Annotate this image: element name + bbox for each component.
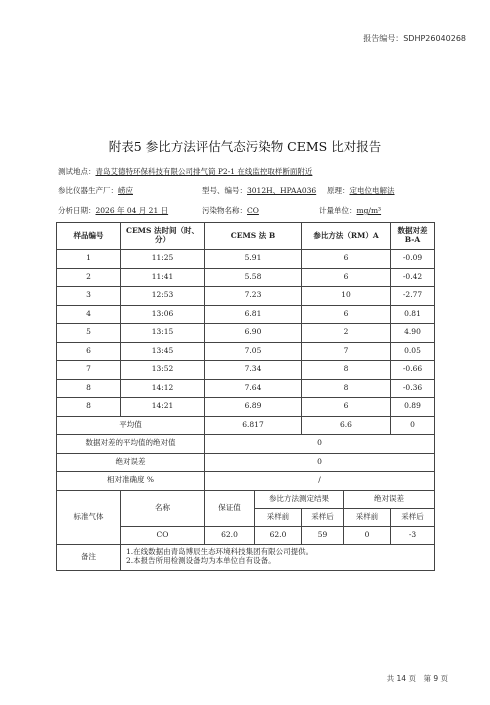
abs-avg-diff-value: 0 [205, 435, 435, 454]
cell-diff: -2.77 [391, 287, 435, 306]
table-row [57, 398, 435, 417]
cell-cems-b: 7.23 [205, 287, 302, 306]
cell-sample-no: 5 [57, 324, 121, 343]
comparison-table [56, 222, 435, 571]
note-line-2: 2.本报告所用检测设备均为本单位自有设备。 [126, 556, 276, 565]
cell-sample-no: 8 [57, 398, 121, 417]
cell-sample-no: 3 [57, 287, 121, 306]
relative-accuracy-row [57, 472, 435, 491]
gas-cert-header: 保证值 [205, 490, 255, 526]
note-label: 备注 [57, 544, 121, 570]
err-after-header: 采样后 [391, 508, 435, 526]
pollutant [202, 205, 259, 216]
err-before-header: 采样前 [344, 508, 391, 526]
cell-cems-time: 13:06 [121, 305, 205, 324]
gas-name: CO [121, 526, 205, 544]
cell-sample-no: 1 [57, 250, 121, 269]
table-row [57, 379, 435, 398]
cell-diff: 4.90 [391, 324, 435, 343]
cell-diff: -0.36 [391, 379, 435, 398]
cell-diff: 0.05 [391, 342, 435, 361]
note-row [57, 544, 435, 570]
average-b: 6.817 [205, 416, 302, 435]
header-cems-b: CEMS 法 B [205, 223, 302, 250]
test-location-value: 青岛艾德特环保科技有限公司排气筒 P2-1 在线监控取样断面附近 [95, 167, 313, 176]
err-after: -3 [391, 526, 435, 544]
abs-error-value: 0 [205, 453, 435, 472]
average-a: 6.6 [302, 416, 391, 435]
abs-err-header: 绝对误差 [344, 490, 435, 508]
table-row [57, 305, 435, 324]
pollutant-label: 污染物名称： [202, 206, 247, 215]
std-gas-label: 标准气体 [57, 490, 121, 544]
cell-cems-time: 13:45 [121, 342, 205, 361]
std-gas-header-row [57, 490, 435, 508]
report-number: 报告编号：SDHP26040268 [363, 34, 466, 43]
model-label: 型号、编号： [202, 186, 247, 195]
cell-cems-b: 5.58 [205, 268, 302, 287]
abs-avg-diff-row [57, 435, 435, 454]
cell-cems-time: 12:53 [121, 287, 205, 306]
table-row [57, 324, 435, 343]
cell-cems-time: 13:52 [121, 361, 205, 380]
manufacturer [58, 185, 133, 196]
note-line-1: 1.在线数据由青岛博辰生态环境科技集团有限公司提供。 [126, 547, 314, 557]
page-title: 附表5 参比方法评估气态污染物 CEMS 比对报告 [108, 139, 382, 154]
unit [319, 205, 381, 216]
header-sample-no: 样品编号 [57, 223, 121, 250]
cell-diff: 0.81 [391, 305, 435, 324]
cell-rm-a: 10 [302, 287, 391, 306]
average-row [57, 416, 435, 435]
gas-name-header: 名称 [121, 490, 205, 526]
cell-cems-b: 6.90 [205, 324, 302, 343]
cell-cems-b: 6.89 [205, 398, 302, 417]
cell-cems-b: 5.91 [205, 250, 302, 269]
cell-rm-a: 6 [302, 250, 391, 269]
cell-sample-no: 8 [57, 379, 121, 398]
header-rm-a: 参比方法（RM）A [302, 223, 391, 250]
principle-label: 原理： [327, 186, 350, 195]
unit-value: mg/m³ [356, 206, 382, 215]
cell-sample-no: 7 [57, 361, 121, 380]
test-location-label: 测试地点： [58, 167, 96, 176]
cell-rm-a: 6 [302, 268, 391, 287]
table-row [57, 361, 435, 380]
ref-after-header: 采样后 [302, 508, 344, 526]
unit-label: 计量单位： [319, 206, 357, 215]
cell-cems-time: 14:12 [121, 379, 205, 398]
cell-rm-a: 6 [302, 398, 391, 417]
pollutant-value: CO [247, 206, 259, 215]
relative-accuracy-label: 相对准确度 % [57, 472, 205, 491]
err-before: 0 [344, 526, 391, 544]
cell-cems-b: 7.05 [205, 342, 302, 361]
cell-sample-no: 6 [57, 342, 121, 361]
manufacturer-value: 崂应 [118, 186, 133, 195]
cell-cems-time: 11:41 [121, 268, 205, 287]
ref-result-header: 参比方法测定结果 [255, 490, 344, 508]
manufacturer-label: 参比仪器生产厂： [58, 186, 118, 195]
analysis-date [58, 205, 168, 216]
average-diff: 0 [391, 416, 435, 435]
cell-diff: -0.09 [391, 250, 435, 269]
header-diff: 数据对差 B-A [391, 223, 435, 250]
table-row [57, 342, 435, 361]
cell-rm-a: 7 [302, 342, 391, 361]
ref-before-header: 采样前 [255, 508, 302, 526]
ref-before: 62.0 [255, 526, 302, 544]
cell-cems-b: 7.64 [205, 379, 302, 398]
page-footer: 共 14 页 第 9 页 [386, 674, 448, 683]
date-value: 2026 年 04 月 21 日 [95, 206, 169, 215]
table-row [57, 250, 435, 269]
principle-value: 定电位电解法 [349, 186, 395, 195]
cell-sample-no: 2 [57, 268, 121, 287]
cell-rm-a: 8 [302, 361, 391, 380]
test-location [58, 166, 312, 177]
note-content [121, 544, 435, 570]
table-row [57, 287, 435, 306]
header-cems-time: CEMS 法时间（时、分） [121, 223, 205, 250]
cell-rm-a: 2 [302, 324, 391, 343]
cell-cems-time: 13:15 [121, 324, 205, 343]
gas-cert: 62.0 [205, 526, 255, 544]
model [202, 185, 316, 196]
abs-avg-diff-label: 数据对差的平均值的绝对值 [57, 435, 205, 454]
cell-diff: 0.89 [391, 398, 435, 417]
cell-cems-time: 14:21 [121, 398, 205, 417]
cell-cems-b: 6.81 [205, 305, 302, 324]
abs-error-label: 绝对误差 [57, 453, 205, 472]
cell-rm-a: 6 [302, 305, 391, 324]
cell-diff: -0.42 [391, 268, 435, 287]
cell-diff: -0.66 [391, 361, 435, 380]
cell-cems-time: 11:25 [121, 250, 205, 269]
average-label: 平均值 [57, 416, 205, 435]
abs-error-row [57, 453, 435, 472]
date-label: 分析日期： [58, 206, 96, 215]
model-value: 3012H、HPAA036 [247, 186, 317, 195]
cell-rm-a: 8 [302, 379, 391, 398]
cell-sample-no: 4 [57, 305, 121, 324]
cell-cems-b: 7.34 [205, 361, 302, 380]
ref-after: 59 [302, 526, 344, 544]
relative-accuracy-value: / [205, 472, 435, 491]
table-header-row [57, 223, 435, 250]
principle [327, 185, 395, 196]
table-row [57, 268, 435, 287]
